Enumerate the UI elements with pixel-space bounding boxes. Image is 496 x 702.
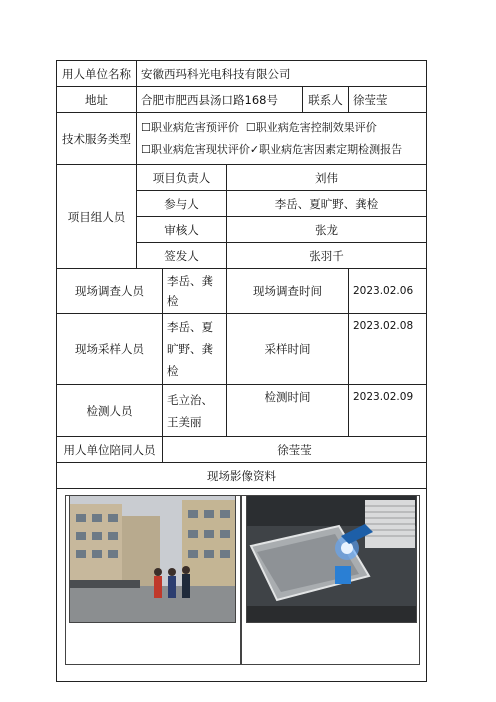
sampling-label: 现场采样人员 [57,314,163,385]
employer-value: 安徽西玛科光电科技有限公司 [137,61,427,87]
team-name: 张羽千 [227,243,427,269]
service-option-label: 职业病危害预评价 [150,120,239,134]
sampling-people: 李岳、夏旷野、龚检 [163,314,227,385]
service-option-label: 职业病危害控制效果评价 [255,120,377,134]
service-options [137,113,427,165]
service-option-row-2 [141,139,422,161]
contact-value: 徐莹莹 [349,87,427,113]
testing-label: 检测人员 [57,385,163,437]
team-label: 项目组人员 [57,165,137,269]
address-label: 地址 [57,87,137,113]
photo-area [57,489,427,682]
survey-label: 现场调查人员 [57,269,163,314]
team-role: 审核人 [137,217,227,243]
service-option-checkbox: ☐ [141,120,151,134]
team-role: 项目负责人 [137,165,227,191]
service-option-checkbox: ☐ [245,120,256,134]
survey-time: 2023.02.06 [349,269,427,314]
team-name: 张龙 [227,217,427,243]
contact-label: 联系人 [303,87,349,113]
report-form [56,60,426,633]
escort-value: 徐莹莹 [163,437,427,463]
building-photo-image [70,496,235,622]
welding-photo-image [247,496,416,622]
service-option-checkbox: ✓ [249,142,260,156]
survey-time-label: 现场调查时间 [227,269,349,314]
info-table [56,60,427,682]
site-photo-building [69,495,236,623]
service-option-label: 职业病危害现状评价 [150,142,250,156]
testing-people: 毛立治、王美丽 [163,385,227,437]
site-photo-welding [246,495,417,623]
sampling-time: 2023.02.08 [349,314,427,385]
team-role: 参与人 [137,191,227,217]
survey-people: 李岳、龚检 [163,269,227,314]
service-option-checkbox: ☐ [141,142,151,156]
service-option-label: 职业病危害因素定期检测报告 [259,142,403,156]
service-type-label: 技术服务类型 [57,113,137,165]
team-name: 刘伟 [227,165,427,191]
team-name: 李岳、夏旷野、龚检 [227,191,427,217]
sampling-time-label: 采样时间 [227,314,349,385]
testing-time-label: 检测时间 [227,385,349,437]
employer-label: 用人单位名称 [57,61,137,87]
photos-label: 现场影像资料 [57,463,427,489]
team-role: 签发人 [137,243,227,269]
escort-label: 用人单位陪同人员 [57,437,163,463]
service-option-row-1 [141,117,422,139]
testing-time: 2023.02.09 [349,385,427,437]
address-value: 合肥市肥西县汤口路168号 [137,87,303,113]
